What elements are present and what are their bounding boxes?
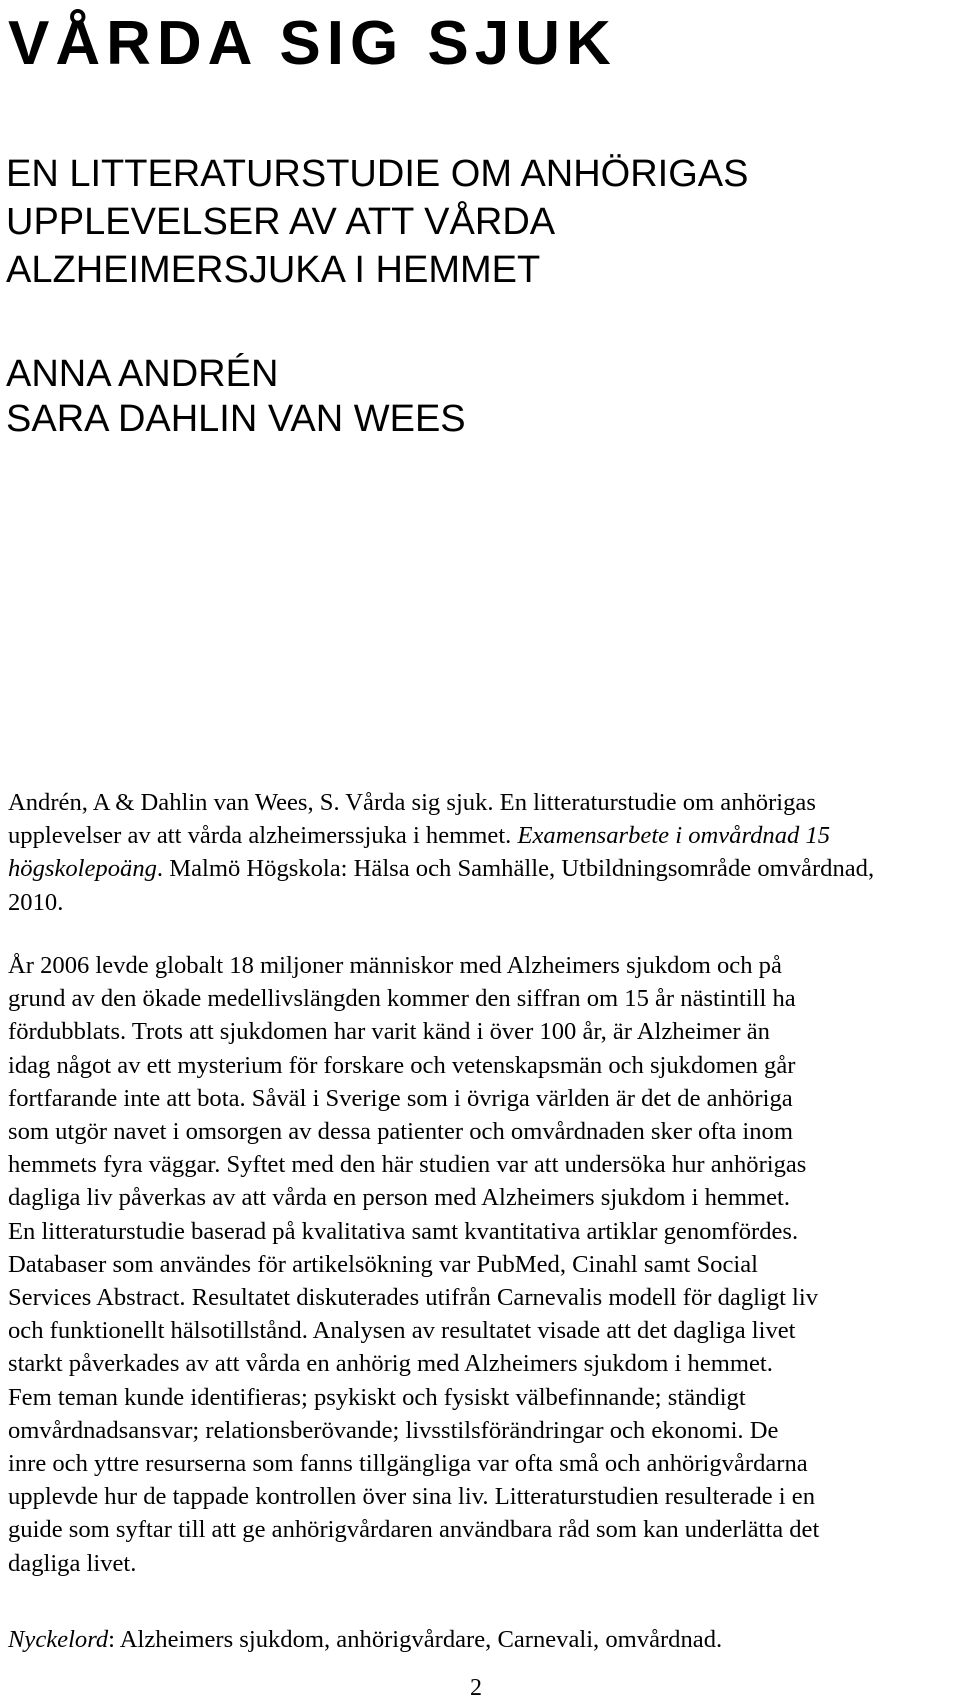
abstract-line: dagliga liv påverkas av att vårda en person med Alzheimers sjukdom i hemmet.	[8, 1184, 790, 1212]
abstract-line: som utgör navet i omsorgen av dessa patienter och omvårdnaden sker ofta inom	[8, 1118, 793, 1146]
keywords-paragraph	[8, 1623, 948, 1656]
abstract-line: inre och yttre resurserna som fanns tillgängliga var ofta små och anhörigvårdarna	[8, 1450, 808, 1478]
author-name: SARA DAHLIN VAN WEES	[6, 398, 466, 440]
document-subtitle	[6, 150, 748, 294]
abstract-line: fördubblats. Trots att sjukdomen har varit känd i över 100 år, är Alzheimer än	[8, 1018, 770, 1046]
document-title: VÅRDA SIG SJUK	[8, 9, 617, 78]
keywords-label: Nyckelord	[8, 1626, 109, 1653]
subtitle-line: UPPLEVELSER AV ATT VÅRDA	[6, 201, 556, 243]
abstract-line: omvårdnadsansvar; relationsberövande; livsstilsförändringar och ekonomi. De	[8, 1416, 779, 1444]
abstract-line: och funktionellt hälsotillstånd. Analysen av resultatet visade att det dagliga livet	[8, 1317, 796, 1345]
subtitle-line: EN LITTERATURSTUDIE OM ANHÖRIGAS	[6, 153, 749, 195]
abstract-line: fortfarande inte att bota. Såväl i Sverige som i övriga världen är det de anhöriga	[8, 1084, 793, 1112]
abstract-line: En litteraturstudie baserad på kvalitativa samt kvantitativa artiklar genomfördes.	[8, 1217, 799, 1245]
abstract-line: guide som syftar till att ge anhörigvårdaren användbara råd som kan underlätta det	[8, 1516, 820, 1544]
keywords-text: : Alzheimers sjukdom, anhörigvårdare, Carnevali, omvårdnad.	[108, 1626, 723, 1653]
abstract-line: Fem teman kunde identifieras; psykiskt och fysiskt välbefinnande; ständigt	[8, 1383, 746, 1411]
abstract-line: grund av den ökade medellivslängden kommer den siffran om 15 år nästintill ha	[8, 985, 796, 1013]
authors-block	[6, 352, 466, 442]
citation-paragraph	[8, 786, 928, 919]
citation-text: . Malmö Högskola: Hälsa och Samhälle, Utbildningsområde omvårdnad, 2010.	[8, 855, 875, 916]
subtitle-line: ALZHEIMERSJUKA I HEMMET	[6, 249, 541, 291]
abstract-line: idag något av ett mysterium för forskare och vetenskapsmän och sjukdomen går	[8, 1051, 796, 1079]
citation-italic: Examensarbete i omvårdnad 15 högskolepoäng	[8, 822, 831, 883]
abstract-line: hemmets fyra väggar. Syftet med den här studien var att undersöka hur anhörigas	[8, 1151, 807, 1179]
abstract-line: År 2006 levde globalt 18 miljoner människor med Alzheimers sjukdom och på	[8, 952, 782, 979]
abstract-line: dagliga livet.	[8, 1549, 137, 1577]
page-number: 2	[470, 1675, 482, 1701]
abstract-line: starkt påverkades av att vårda en anhörig med Alzheimers sjukdom i hemmet.	[8, 1350, 773, 1378]
abstract-line: Services Abstract. Resultatet diskuterades utifrån Carnevalis modell för dagligt liv	[8, 1284, 819, 1312]
citation-text: Andrén, A & Dahlin van Wees, S. Vårda sig sjuk. En litteraturstudie om anhörigas upplevelser av att vårda alzheimerssjuka i hemmet.	[8, 789, 816, 850]
abstract-line: upplevde hur de tappade kontrollen över sina liv. Litteraturstudien resulterade i en	[8, 1483, 815, 1511]
abstract-line: Databaser som användes för artikelsökning var PubMed, Cinahl samt Social	[8, 1250, 758, 1278]
author-name: ANNA ANDRÉN	[6, 353, 279, 395]
abstract-paragraph	[8, 949, 958, 1580]
